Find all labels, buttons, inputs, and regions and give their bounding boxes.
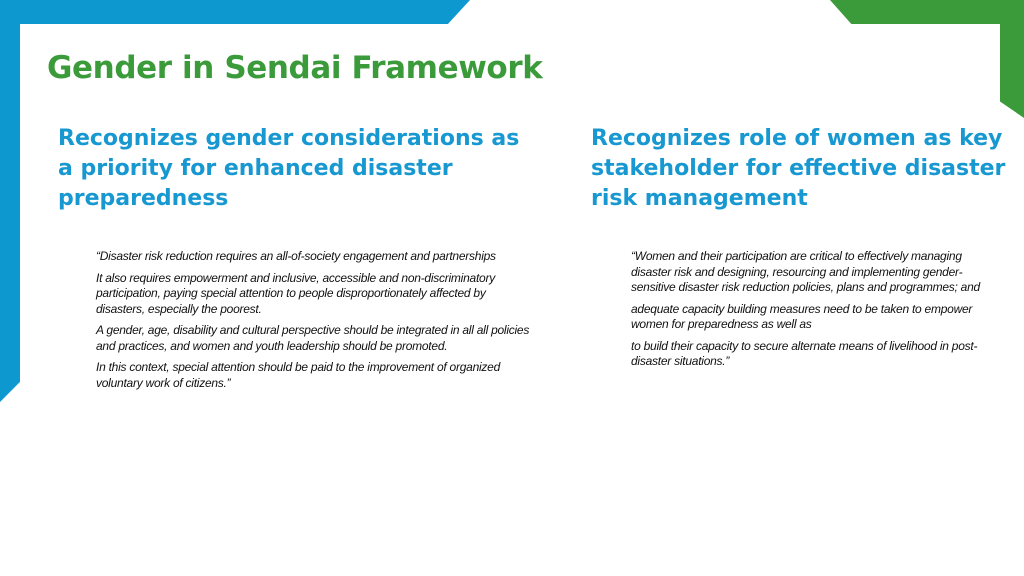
quote-paragraph: It also requires empowerment and inclusive, accessible and non-discriminatory participation, paying special attention to people disproportionately affected by disasters, especially the poorest.: [96, 270, 495, 316]
quote-paragraph: to build their capacity to secure alternate means of livelihood in post-disaster situations.”: [631, 338, 978, 368]
quote-paragraph: adequate capacity building measures need to be taken to empower women for preparedness as well as: [631, 301, 973, 331]
top-blue-accent-bar: [0, 0, 470, 24]
quote-paragraph: In this context, special attention should be paid to the improvement of organized voluntary work of citizens.”: [96, 360, 501, 390]
right-column-heading: Recognizes role of women as key stakeholder for effective disaster risk management: [591, 126, 1006, 211]
left-column-quote: [96, 249, 536, 397]
left-column-heading: Recognizes gender considerations as a priority for enhanced disaster preparedness: [58, 126, 520, 211]
quote-paragraph: “Women and their participation are critical to effectively managing disaster risk and designing, resourcing and implementing gender-sensitive disaster risk reduction policies, plans and programmes; and: [631, 249, 980, 294]
right-column-quote: [631, 249, 991, 376]
left-blue-accent-bar: [0, 0, 20, 402]
right-green-accent-bar: [1000, 0, 1024, 118]
quote-paragraph: A gender, age, disability and cultural perspective should be integrated in all all policies and practices, and women and youth leadership should be promoted.: [96, 323, 530, 353]
quote-paragraph: “Disaster risk reduction requires an all-of-society engagement and partnerships: [96, 249, 496, 263]
slide-title: Gender in Sendai Framework: [47, 50, 543, 86]
top-green-accent-bar: [830, 0, 1024, 24]
